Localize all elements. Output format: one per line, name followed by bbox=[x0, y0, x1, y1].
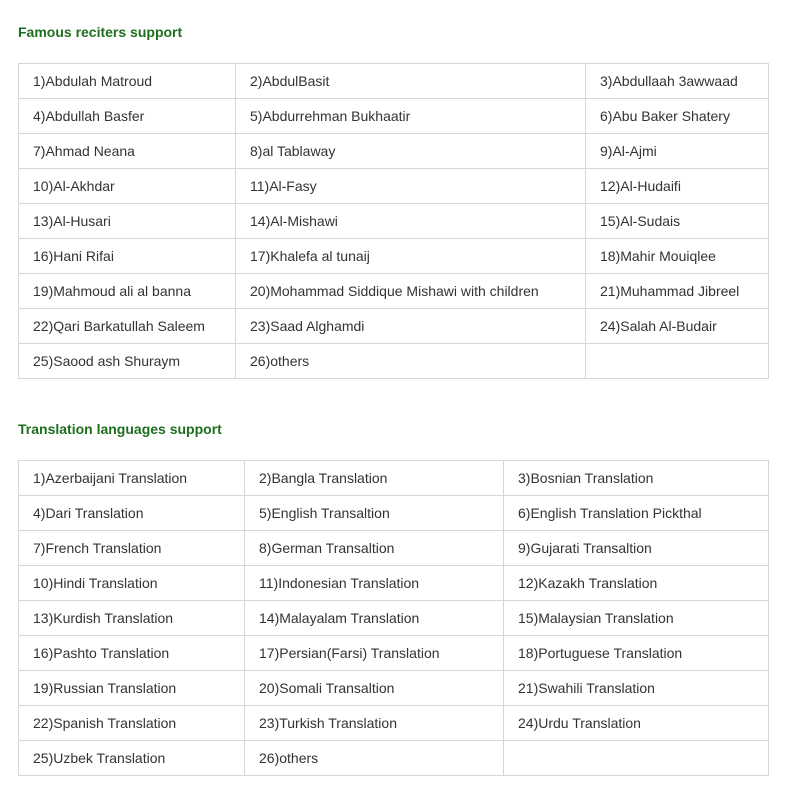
reciter-cell: 20)Mohammad Siddique Mishawi with children bbox=[236, 274, 586, 309]
translation-cell: 4)Dari Translation bbox=[19, 496, 245, 531]
translation-cell: 6)English Translation Pickthal bbox=[504, 496, 769, 531]
translation-cell: 9)Gujarati Transaltion bbox=[504, 531, 769, 566]
reciter-cell: 19)Mahmoud ali al banna bbox=[19, 274, 236, 309]
translation-row bbox=[19, 496, 769, 531]
reciter-cell: 13)Al-Husari bbox=[19, 204, 236, 239]
reciter-cell: 6)Abu Baker Shatery bbox=[586, 99, 769, 134]
reciter-cell: 12)Al-Hudaifi bbox=[586, 169, 769, 204]
reciter-cell: 16)Hani Rifai bbox=[19, 239, 236, 274]
translation-cell: 18)Portuguese Translation bbox=[504, 636, 769, 671]
translation-cell: 23)Turkish Translation bbox=[245, 706, 504, 741]
translations-heading: Translation languages support bbox=[18, 421, 222, 437]
reciter-cell: 24)Salah Al-Budair bbox=[586, 309, 769, 344]
reciter-row bbox=[19, 99, 769, 134]
translation-cell: 3)Bosnian Translation bbox=[504, 461, 769, 496]
reciter-row bbox=[19, 204, 769, 239]
translation-row bbox=[19, 636, 769, 671]
translation-cell: 15)Malaysian Translation bbox=[504, 601, 769, 636]
reciters-heading: Famous reciters support bbox=[18, 24, 183, 40]
translation-cell: 26)others bbox=[245, 741, 504, 776]
translation-cell: 16)Pashto Translation bbox=[19, 636, 245, 671]
reciter-row bbox=[19, 239, 769, 274]
reciter-cell: 7)Ahmad Neana bbox=[19, 134, 236, 169]
translation-cell: 5)English Transaltion bbox=[245, 496, 504, 531]
reciter-row bbox=[19, 274, 769, 309]
reciter-cell: 4)Abdullah Basfer bbox=[19, 99, 236, 134]
reciter-cell: 3)Abdullaah 3awwaad bbox=[586, 64, 769, 99]
reciter-row bbox=[19, 134, 769, 169]
reciter-cell: 5)Abdurrehman Bukhaatir bbox=[236, 99, 586, 134]
translation-cell: 11)Indonesian Translation bbox=[245, 566, 504, 601]
reciter-cell: 1)Abdulah Matroud bbox=[19, 64, 236, 99]
translation-row bbox=[19, 741, 769, 776]
translation-cell: 24)Urdu Translation bbox=[504, 706, 769, 741]
reciter-cell: 2)AbdulBasit bbox=[236, 64, 586, 99]
translation-cell: 8)German Transaltion bbox=[245, 531, 504, 566]
translation-cell: 13)Kurdish Translation bbox=[19, 601, 245, 636]
reciter-cell: 14)Al-Mishawi bbox=[236, 204, 586, 239]
reciter-cell: 11)Al-Fasy bbox=[236, 169, 586, 204]
translation-cell: 25)Uzbek Translation bbox=[19, 741, 245, 776]
translation-row bbox=[19, 601, 769, 636]
translation-row bbox=[19, 531, 769, 566]
translation-row bbox=[19, 461, 769, 496]
reciter-cell: 23)Saad Alghamdi bbox=[236, 309, 586, 344]
reciter-cell: 26)others bbox=[236, 344, 586, 379]
translation-cell: 21)Swahili Translation bbox=[504, 671, 769, 706]
translation-cell: 10)Hindi Translation bbox=[19, 566, 245, 601]
reciter-cell: 15)Al-Sudais bbox=[586, 204, 769, 239]
empty-cell bbox=[586, 344, 769, 379]
translation-row bbox=[19, 566, 769, 601]
translation-cell: 12)Kazakh Translation bbox=[504, 566, 769, 601]
reciter-cell: 8)al Tablaway bbox=[236, 134, 586, 169]
reciter-row bbox=[19, 309, 769, 344]
reciter-cell: 25)Saood ash Shuraym bbox=[19, 344, 236, 379]
translation-row bbox=[19, 671, 769, 706]
translation-cell: 14)Malayalam Translation bbox=[245, 601, 504, 636]
translations-table bbox=[18, 460, 769, 776]
reciter-row bbox=[19, 344, 769, 379]
reciter-row bbox=[19, 64, 769, 99]
reciter-cell: 17)Khalefa al tunaij bbox=[236, 239, 586, 274]
translation-cell: 19)Russian Translation bbox=[19, 671, 245, 706]
reciter-cell: 22)Qari Barkatullah Saleem bbox=[19, 309, 236, 344]
empty-cell bbox=[504, 741, 769, 776]
reciter-cell: 18)Mahir Mouiqlee bbox=[586, 239, 769, 274]
reciter-cell: 21)Muhammad Jibreel bbox=[586, 274, 769, 309]
translation-cell: 20)Somali Transaltion bbox=[245, 671, 504, 706]
reciters-table bbox=[18, 63, 769, 379]
translation-cell: 22)Spanish Translation bbox=[19, 706, 245, 741]
translation-cell: 2)Bangla Translation bbox=[245, 461, 504, 496]
translation-cell: 17)Persian(Farsi) Translation bbox=[245, 636, 504, 671]
translation-cell: 1)Azerbaijani Translation bbox=[19, 461, 245, 496]
translation-row bbox=[19, 706, 769, 741]
translation-cell: 7)French Translation bbox=[19, 531, 245, 566]
reciter-row bbox=[19, 169, 769, 204]
reciter-cell: 9)Al-Ajmi bbox=[586, 134, 769, 169]
reciter-cell: 10)Al-Akhdar bbox=[19, 169, 236, 204]
